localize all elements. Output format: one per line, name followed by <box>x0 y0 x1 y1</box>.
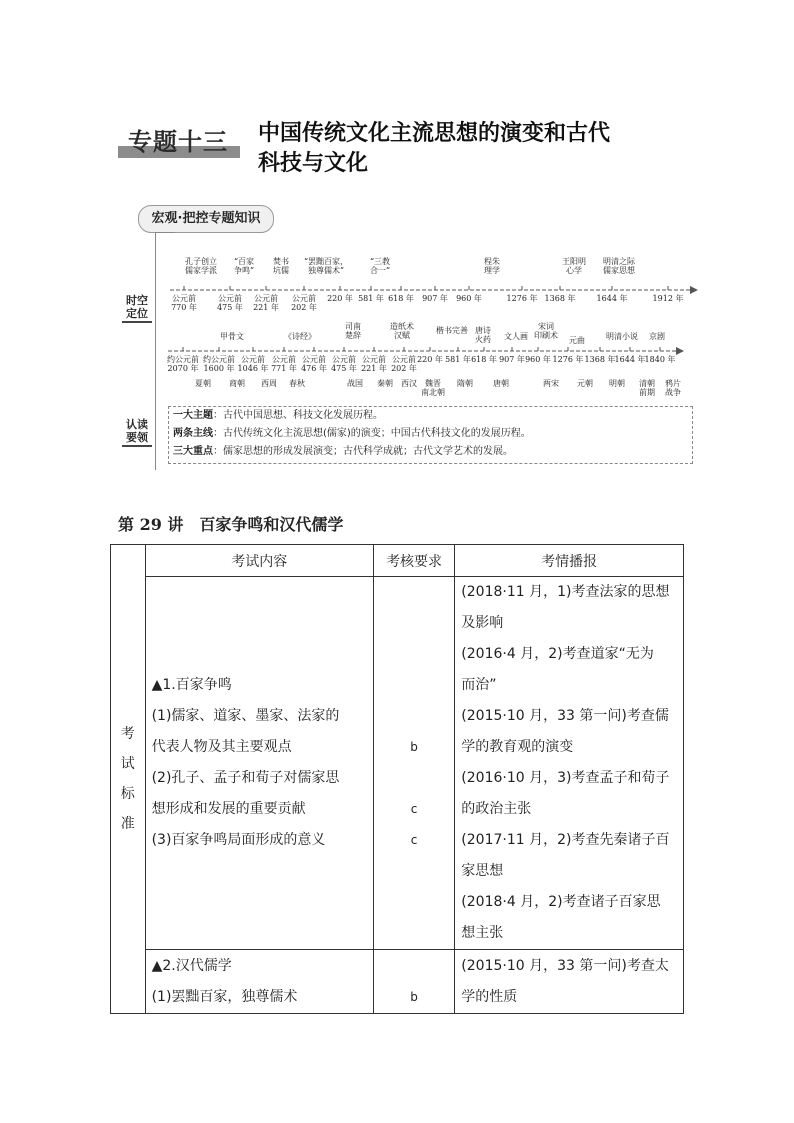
timeline-bottom-date: 公元前 202 年 <box>391 355 417 373</box>
content-line: 想形成和发展的重要贡献 <box>151 801 306 817</box>
timeline-top-event: “三教 合一” <box>369 257 391 275</box>
report-line: 而治” <box>461 677 497 693</box>
timeline-top-event: 焚书 坑儒 <box>273 257 289 275</box>
timeline-top-date: 1912 年 <box>652 294 684 303</box>
requirement-value: b <box>410 740 418 754</box>
timeline-top-event: 程朱 理学 <box>484 257 500 275</box>
timeline-dynasty: 西汉 <box>401 379 417 388</box>
timeline-top-date: 1368 年 <box>544 294 576 303</box>
timeline-bottom-event: 《诗经》 <box>284 332 316 341</box>
timeline-top-date: 1276 年 <box>506 294 538 303</box>
report-line: (2015·10 月，33 第一问)考查儒 <box>461 708 669 724</box>
timeline-dynasty: 隋朝 <box>457 379 473 388</box>
timeline-top-event: 王阳明 心学 <box>562 257 586 275</box>
row-header-text: 考试标准 <box>120 726 135 832</box>
requirement-cell <box>373 577 454 950</box>
timeline-dynasty: 秦朝 <box>377 379 393 388</box>
timeline-dynasty: 魏晋 南北朝 <box>421 379 445 397</box>
report-line: (2015·10 月，33 第一问)考查太 <box>461 957 669 974</box>
timeline-dynasty: 两宋 <box>543 379 559 388</box>
key-point-label: 一大主题 <box>173 410 213 421</box>
key-point-label: 三大重点 <box>173 446 213 457</box>
timeline-bottom-date: 公元前 476 年 <box>301 355 327 373</box>
content-line: ▲2.汉代儒学 <box>151 957 232 974</box>
timeline-bottom-date: 公元前 475 年 <box>331 355 357 373</box>
timeline-top-arrow <box>690 286 698 294</box>
timeline-bottom-date: 公元前 1046 年 <box>237 355 269 373</box>
content-line: 代表人物及其主要观点 <box>151 739 292 755</box>
timeline-bottom-date: 公元前 771 年 <box>271 355 297 373</box>
key-point-row <box>169 443 692 461</box>
report-line: (2016·10 月，3)考查孟子和荀子 <box>461 770 670 786</box>
report-line: (2016·4 月，2)考查道家“无为 <box>461 646 654 662</box>
report-cell <box>455 577 684 950</box>
timeline-bottom-date: 约公元前 2070 年 <box>167 355 199 373</box>
timeline-side-label-text: 时空定位 <box>126 294 148 320</box>
col-header-content: 考试内容 <box>145 545 373 577</box>
key-point-row <box>169 425 692 443</box>
col-header-requirement: 考核要求 <box>373 545 454 577</box>
timeline-bottom-date: 618 年 <box>471 355 497 364</box>
timeline-top-date: 公元前 202 年 <box>291 294 317 312</box>
timeline-dynasty: 春秋 <box>289 379 305 388</box>
report-line: 家思想 <box>461 863 504 879</box>
timeline-top-date: 581 年 <box>358 294 384 303</box>
table-header-row <box>111 545 684 577</box>
timeline-top-event: 明清之际 儒家思想 <box>603 257 635 275</box>
timeline-dynasty: 商朝 <box>229 379 245 388</box>
requirement-value: c <box>410 833 418 847</box>
timeline-dynasty: 战国 <box>347 379 363 388</box>
overview-pill: 宏观·把控专题知识 <box>138 205 274 233</box>
timeline-bottom-event: 造纸术 汉赋 <box>390 322 414 340</box>
timeline-dynasty: 西周 <box>261 379 277 388</box>
report-line: 学的性质 <box>461 988 518 1005</box>
timeline-bottom-event: 甲骨文 <box>220 332 244 341</box>
exam-standard-table <box>110 544 684 1014</box>
timeline-dynasty: 夏朝 <box>195 379 211 388</box>
requirement-cell <box>373 950 454 1014</box>
timeline-top-event: “罢黜百家， 独尊儒术” <box>303 257 349 275</box>
timeline-bottom-date: 581 年 <box>445 355 471 364</box>
timeline-bottom-event: 元曲 <box>569 336 585 345</box>
content-line: (3)百家争鸣局面形成的意义 <box>151 832 326 848</box>
timeline-top-date: 公元前 221 年 <box>253 294 279 312</box>
timeline-dynasty: 清朝 前期 <box>639 379 655 397</box>
content-cell <box>145 577 373 950</box>
col-header-report: 考情播报 <box>455 545 684 577</box>
row-header-cell <box>111 545 146 1014</box>
timeline-top-event: 孔子创立 儒家学派 <box>185 257 217 275</box>
timeline-top-date: 公元前 475 年 <box>217 294 243 312</box>
timeline-top-date: 1644 年 <box>596 294 628 303</box>
timeline-bottom-date: 约公元前 1600 年 <box>203 355 235 373</box>
report-line: 想主张 <box>461 925 504 941</box>
timeline-bottom-date: 1840 年 <box>644 355 676 364</box>
timeline-top-date: 220 年 <box>327 294 353 303</box>
key-point-text: ：古代传统文化主流思想(儒家)的演变；中国古代科技文化的发展历程。 <box>213 428 531 439</box>
report-line: (2017·11 月，2)考查先秦诸子百 <box>461 832 670 848</box>
content-line: (1)儒家、道家、墨家、法家的 <box>151 708 340 724</box>
key-point-text: ：古代中国思想、科技文化发展历程。 <box>213 410 383 421</box>
reading-side-label-text: 认读要领 <box>126 418 148 444</box>
timeline-dynasty: 鸦片 战争 <box>665 379 681 397</box>
table-row <box>111 577 684 950</box>
report-line: 的政治主张 <box>461 801 532 817</box>
timeline-top-date: 618 年 <box>388 294 414 303</box>
report-line: (2018·4 月，2)考查诸子百家思 <box>461 894 661 910</box>
content-line: (2)孔子、孟子和荀子对儒家思 <box>151 770 340 786</box>
key-points-box <box>168 406 693 464</box>
report-line: 学的教育观的演变 <box>461 739 574 755</box>
key-point-row <box>169 407 692 425</box>
report-line: 及影响 <box>461 615 504 631</box>
timeline-bottom-event: 宋词 印刷术 <box>534 322 558 340</box>
timeline-top-date: 907 年 <box>422 294 448 303</box>
requirement-value: b <box>410 989 418 1004</box>
key-point-text: ：儒家思想的形成发展演变；古代科学成就；古代文学艺术的发展。 <box>213 446 513 457</box>
timeline-dynasty: 唐朝 <box>493 379 509 388</box>
key-point-label: 两条主线 <box>173 428 213 439</box>
timeline-bottom-date: 1644 年 <box>614 355 646 364</box>
timeline-dynasty: 元朝 <box>577 379 593 388</box>
timeline-bottom-date: 1276 年 <box>552 355 584 364</box>
timeline-bottom-arrow <box>676 347 684 355</box>
table-row <box>111 950 684 1014</box>
lecture-title: 第 29 讲 百家争鸣和汉代儒学 <box>118 515 344 534</box>
timeline-bottom-event: 明清小说 <box>606 332 638 341</box>
requirement-value: c <box>410 802 418 816</box>
report-cell <box>455 950 684 1014</box>
content-line: (1)罢黜百家，独尊儒术 <box>151 988 298 1005</box>
timeline-top-date: 公元前 770 年 <box>171 294 197 312</box>
timeline-bottom-event: 唐诗 火药 <box>475 326 491 344</box>
timeline-bottom-date: 1368 年 <box>584 355 616 364</box>
topic-badge-text: 专题十三 <box>128 128 228 156</box>
report-line: (2018·11 月，1)考查法家的思想 <box>461 584 670 600</box>
content-cell <box>145 950 373 1014</box>
timeline-bottom-event: 京剧 <box>649 332 665 341</box>
timeline-bottom-event: 司南 楚辞 <box>345 322 361 340</box>
timeline-bottom-event: 文人画 <box>504 332 528 341</box>
timeline-top-event: “百家 争鸣” <box>233 257 255 275</box>
topic-title-line2: 科技与文化 <box>258 150 369 176</box>
timeline-dynasty: 明朝 <box>609 379 625 388</box>
timeline-bottom-event: 楷书完善 <box>436 326 468 335</box>
timeline-top-date: 960 年 <box>456 294 482 303</box>
timeline-bottom-date: 960 年 <box>525 355 551 364</box>
topic-title-line1: 中国传统文化主流思想的演变和古代 <box>258 120 611 146</box>
timeline-bottom-date: 公元前 221 年 <box>361 355 387 373</box>
timeline-bottom-date: 220 年 <box>417 355 443 364</box>
timeline-bottom-date: 907 年 <box>499 355 525 364</box>
content-line: ▲1.百家争鸣 <box>151 677 232 693</box>
